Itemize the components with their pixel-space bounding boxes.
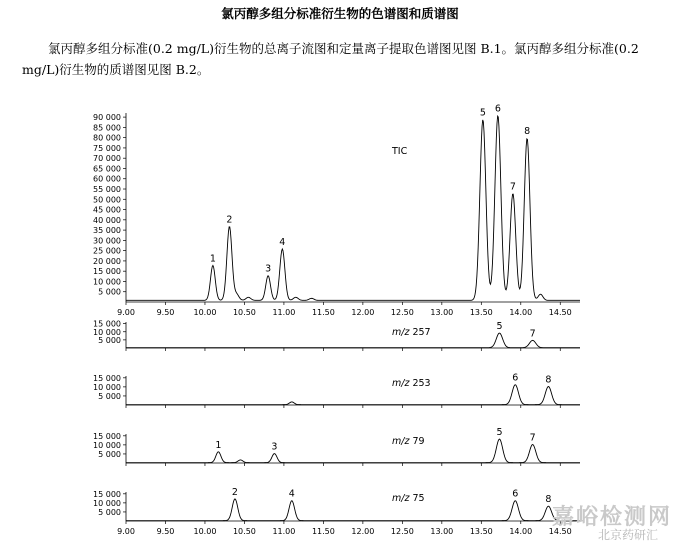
y-tick-label: 25 000 — [93, 246, 121, 256]
y-tick-label: 30 000 — [93, 236, 121, 246]
series-line — [126, 116, 580, 300]
x-tick-label: 13.50 — [469, 308, 493, 317]
y-tick-label: 15 000 — [93, 489, 121, 499]
x-tick-label: 11.50 — [311, 527, 335, 536]
description-paragraph: 氯丙醇多组分标准(0.2 mg/L)衍生物的总离子流图和定量离子提取色谱图见图 B.1。氯丙醇多组分标准(0.2 mg/L)衍生物的质谱图见图 B.2。 — [22, 41, 639, 77]
peak-label: 3 — [271, 441, 278, 453]
y-tick-label: 50 000 — [93, 195, 121, 205]
y-tick-label: 10 000 — [93, 327, 121, 337]
peak-label: 8 — [545, 374, 552, 386]
panel-label: TIC — [392, 146, 408, 157]
y-tick-label: 75 000 — [93, 143, 121, 153]
x-tick-label: 14.50 — [548, 308, 572, 317]
x-tick-label: 9.00 — [117, 308, 135, 317]
panel-label: m/z 257 — [392, 327, 431, 338]
y-tick-label: 10 000 — [93, 498, 121, 508]
peak-label: 7 — [509, 181, 516, 193]
y-tick-label: 20 000 — [93, 256, 121, 266]
series-line — [126, 439, 580, 463]
peak-label: 6 — [494, 103, 501, 115]
x-tick-label: 10.50 — [232, 308, 256, 317]
x-tick-label: 13.00 — [430, 527, 454, 536]
series-line — [126, 385, 580, 405]
panel-label: m/z 253 — [392, 378, 431, 389]
x-tick-label: 12.50 — [390, 527, 414, 536]
y-tick-label: 15 000 — [93, 373, 121, 383]
y-tick-label: 5 000 — [98, 507, 121, 517]
peak-label: 7 — [529, 432, 536, 444]
x-tick-label: 12.00 — [351, 527, 375, 536]
y-tick-label: 5 000 — [98, 391, 121, 401]
panel-label: m/z 75 — [392, 493, 425, 504]
x-tick-label: 11.50 — [311, 308, 335, 317]
y-tick-label: 15 000 — [93, 267, 121, 277]
peak-label: 1 — [215, 439, 222, 451]
x-tick-label: 11.00 — [272, 308, 296, 317]
x-tick-label: 14.00 — [509, 527, 533, 536]
x-tick-label: 13.00 — [430, 308, 454, 317]
peak-label: 5 — [479, 107, 486, 119]
x-tick-label: 11.00 — [272, 527, 296, 536]
peak-label: 3 — [265, 263, 272, 275]
peak-label: 4 — [288, 488, 295, 500]
x-tick-label: 9.00 — [117, 527, 135, 536]
y-tick-label: 85 000 — [93, 123, 121, 133]
peak-label: 4 — [279, 236, 286, 248]
x-tick-label: 13.50 — [469, 527, 493, 536]
y-tick-label: 40 000 — [93, 215, 121, 225]
peak-label: 6 — [512, 488, 519, 500]
y-tick-label: 5 000 — [98, 449, 121, 459]
x-tick-label: 12.50 — [390, 308, 414, 317]
x-tick-label: 10.00 — [193, 308, 217, 317]
page-title: 氯丙醇多组分标准衍生物的色谱图和质谱图 — [221, 6, 459, 21]
panel-label: m/z 79 — [392, 436, 425, 447]
series-line — [126, 499, 580, 521]
watermark-logo: 嘉峪检测网 — [551, 505, 672, 530]
y-tick-label: 90 000 — [93, 113, 121, 123]
peak-label: 7 — [529, 328, 536, 340]
y-tick-label: 5 000 — [98, 335, 121, 345]
x-tick-label: 9.50 — [156, 527, 175, 536]
x-tick-label: 10.00 — [193, 527, 217, 536]
y-tick-label: 70 000 — [93, 154, 121, 164]
y-tick-label: 55 000 — [93, 185, 121, 195]
peak-label: 2 — [231, 486, 238, 498]
peak-label: 8 — [524, 126, 531, 138]
peak-label: 2 — [226, 214, 233, 226]
x-tick-label: 14.50 — [548, 527, 572, 536]
x-tick-label: 12.00 — [351, 308, 375, 317]
peak-label: 1 — [209, 253, 216, 265]
series-line — [126, 333, 580, 348]
watermark-subtext: 北京药研汇 — [597, 528, 658, 542]
y-tick-label: 15 000 — [93, 431, 121, 441]
y-tick-label: 60 000 — [93, 174, 121, 184]
y-tick-label: 65 000 — [93, 164, 121, 174]
x-tick-label: 14.00 — [509, 308, 533, 317]
y-tick-label: 80 000 — [93, 133, 121, 143]
y-tick-label: 35 000 — [93, 226, 121, 236]
peak-label: 5 — [496, 427, 503, 439]
x-tick-label: 10.50 — [232, 527, 256, 536]
y-tick-label: 15 000 — [93, 319, 121, 329]
x-tick-label: 9.50 — [156, 308, 175, 317]
peak-label: 5 — [496, 321, 503, 333]
y-tick-label: 10 000 — [93, 440, 121, 450]
peak-label: 8 — [545, 494, 552, 506]
y-tick-label: 45 000 — [93, 205, 121, 215]
y-tick-label: 10 000 — [93, 382, 121, 392]
y-tick-label: 10 000 — [93, 277, 121, 287]
peak-label: 6 — [512, 372, 519, 384]
y-tick-label: 5 000 — [98, 287, 121, 297]
